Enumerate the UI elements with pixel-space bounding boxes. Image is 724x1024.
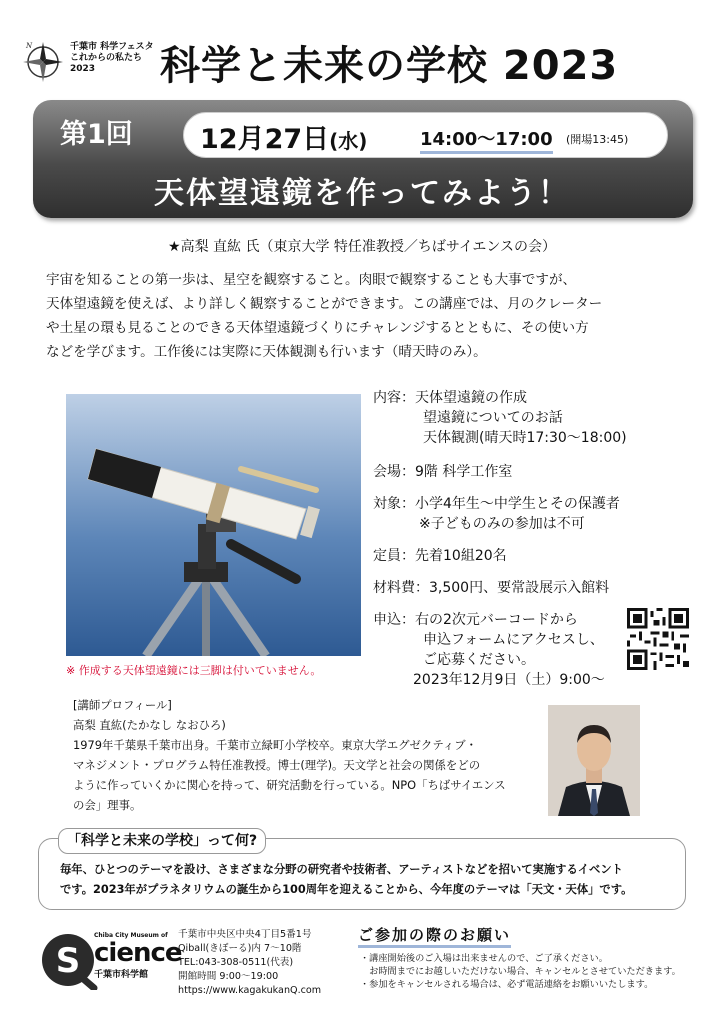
apply-line-1: 右の2次元バーコードから bbox=[415, 612, 578, 628]
apply-label: 申込： bbox=[373, 612, 415, 628]
session-number: 第1回 bbox=[60, 119, 133, 150]
profile-bio-line: の会」理事。 bbox=[73, 798, 142, 812]
session-date: 12月27日(水) bbox=[200, 124, 368, 155]
content-item-1: 天体望遠鏡の作成 bbox=[415, 390, 527, 406]
apply-start-date: 2023年12月9日（土）9:00〜 bbox=[413, 672, 605, 688]
lecturer-profile bbox=[73, 695, 533, 815]
session-time: 14:00〜17:00 bbox=[420, 125, 553, 154]
apply-line-2: 申込フォームにアクセスし、 bbox=[423, 632, 604, 648]
intro-paragraph: 宇宙を知ることの第一歩は、星空を観察すること。肉眼で観察することも大事ですが、 天体望遠鏡を使えば、より詳しく観察することができます。この講座では、月のクレーター や土星の環も見ることのできる天体望遠鏡づくりにチャレンジするとともに、その使い方 などを学びます。工作後には実際に天体観測も行います（晴天時のみ）。 bbox=[46, 272, 603, 360]
fee-label: 材料費： bbox=[373, 580, 429, 596]
capacity-label: 定員： bbox=[373, 548, 415, 564]
doors-open-time: (開場13:45) bbox=[566, 133, 629, 146]
fee-value: 3,500円、要常設展示入館料 bbox=[429, 580, 610, 596]
requests-body: ・講座開始後のご入場は出来ませんので、ご了承ください。 お時間までにお越しいただけない場合、キャンセルとさせていただきます。 ・参加をキャンセルされる場合は、必ず電話連絡をお願いいたします。 bbox=[360, 953, 681, 990]
qr-code-icon[interactable] bbox=[627, 608, 689, 670]
profile-bio-line: 1979年千葉県千葉市出身。千葉市立緑町小学校卒。東京大学エグゼクティブ・ bbox=[73, 738, 477, 752]
profile-heading: [講師プロフィール] bbox=[73, 698, 172, 712]
profile-name: 高梨 直紘(たかなし なおひろ) bbox=[73, 718, 226, 732]
target-value: 小学4年生〜中学生とその保護者 bbox=[415, 496, 620, 512]
content-item-2: 望遠鏡についてのお話 bbox=[423, 410, 563, 426]
svg-text:S: S bbox=[55, 941, 81, 981]
about-title: 「科学と未来の学校」って何? bbox=[58, 828, 266, 854]
requests-title: ご参加の際のお願い bbox=[358, 924, 511, 948]
lecturer-line: ★高梨 直紘 氏（東京大学 特任准教授／ちばサイエンスの会） bbox=[168, 239, 556, 255]
museum-url-link[interactable]: https://www.kagakukanQ.com bbox=[178, 985, 322, 996]
content-label: 内容： bbox=[373, 390, 415, 406]
telescope-illustration bbox=[66, 394, 361, 656]
profile-bio-line: マネジメント・プログラム特任准教授。博士(理学)。天文学と社会の関係をどの bbox=[73, 758, 481, 772]
photo-caption: ※ 作成する天体望遠鏡には三脚は付いていません。 bbox=[66, 664, 322, 677]
apply-line-3: ご応募ください。 bbox=[423, 652, 535, 668]
telescope-photo bbox=[66, 394, 361, 656]
about-body: 毎年、ひとつのテーマを設け、さまざまな分野の研究者や技術者、アーティストなどを招いて実施するイベント です。2023年がプラネタリウムの誕生から100周年を迎えることから、今年度のテーマは「天文・天体」です。 bbox=[60, 863, 633, 896]
target-label: 対象： bbox=[373, 496, 415, 512]
profile-bio-line: ように作っていくかに関心を持って、研究活動を行っている。NPO「ちばサイエンス bbox=[73, 778, 506, 792]
target-note: ※子どものみの参加は不可 bbox=[419, 516, 585, 532]
content-item-3: 天体観測(晴天時17:30〜18:00) bbox=[423, 430, 627, 446]
svg-text:N: N bbox=[26, 42, 33, 50]
museum-address: 千葉市中央区中央4丁目5番1号 Qiball(きぼーる)内 7〜10階 TEL:043-308-0511(代表) 開館時間 9:00〜19:00 https://www.kagakukanQ.com bbox=[178, 929, 322, 996]
page-title: 科学と未来の学校 2023 bbox=[160, 43, 619, 89]
festival-label: 千葉市 科学フェスタ これからの私たち 2023 bbox=[70, 42, 154, 74]
lecturer-portrait bbox=[548, 705, 640, 816]
museum-brand: Chiba City Museum of cience 千葉市科学館 bbox=[94, 932, 182, 980]
capacity-value: 先着10組20名 bbox=[415, 548, 507, 564]
compass-emblem-icon bbox=[20, 38, 66, 84]
venue-value: 9階 科学工作室 bbox=[415, 464, 513, 480]
venue-label: 会場： bbox=[373, 464, 415, 480]
session-subtitle: 天体望遠鏡を作ってみよう！ bbox=[154, 176, 570, 211]
science-museum-logo-icon bbox=[40, 930, 100, 990]
